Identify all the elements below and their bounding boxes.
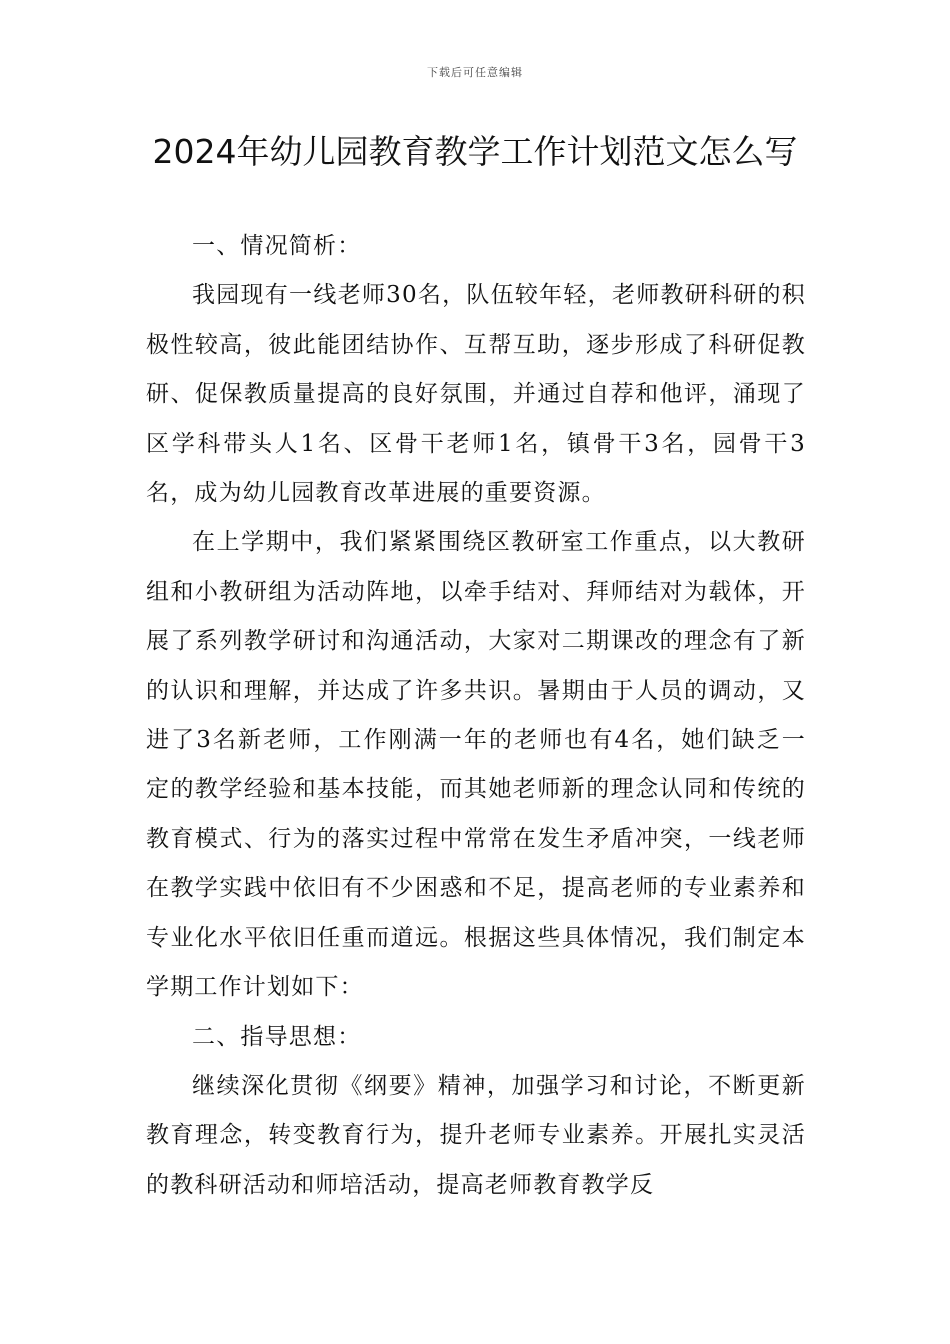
- section-heading-guiding-ideas: 二、指导思想：: [192, 1023, 362, 1050]
- document-body: [146, 222, 806, 1210]
- section-heading-situation: 一、情况简析：: [192, 233, 362, 259]
- paragraph-guiding-ideas: 继续深化贯彻《纲要》精神，加强学习和讨论，不断更新教育理念，转变教育行为，提升老师专业素养。开展扎实灵活的教科研活动和师培活动，提高老师教育教学反: [146, 1072, 806, 1198]
- header-note: 下载后可任意编辑: [427, 66, 523, 79]
- paragraph-staff-overview: 我园现有一线老师30名，队伍较年轻，老师教研科研的积极性较高，彼此能团结协作、互帮互助，逐步形成了科研促教研、促保教质量提高的良好氛围，并通过自荐和他评，涌现了区学科带头人1名、区骨干老师1名，镇骨干3名，园骨干3名，成为幼儿园教育改革进展的重要资源。: [146, 282, 806, 507]
- paragraph-last-semester: 在上学期中，我们紧紧围绕区教研室工作重点，以大教研组和小教研组为活动阵地，以牵手结对、拜师结对为载体，开展了系列教学研讨和沟通活动，大家对二期课改的理念有了新的认识和理解，并达成了许多共识。暑期由于人员的调动，又进了3名新老师，工作刚满一年的老师也有4名，她们缺乏一定的教学经验和基本技能，而其她老师新的理念认同和传统的教育模式、行为的落实过程中常常在发生矛盾冲突，一线老师在教学实践中依旧有不少困惑和不足，提高老师的专业素养和专业化水平依旧任重而道远。根据这些具体情况，我们制定本学期工作计划如下：: [146, 529, 806, 1001]
- document-title: 2024年幼儿园教育教学工作计划范文怎么写: [152, 132, 798, 171]
